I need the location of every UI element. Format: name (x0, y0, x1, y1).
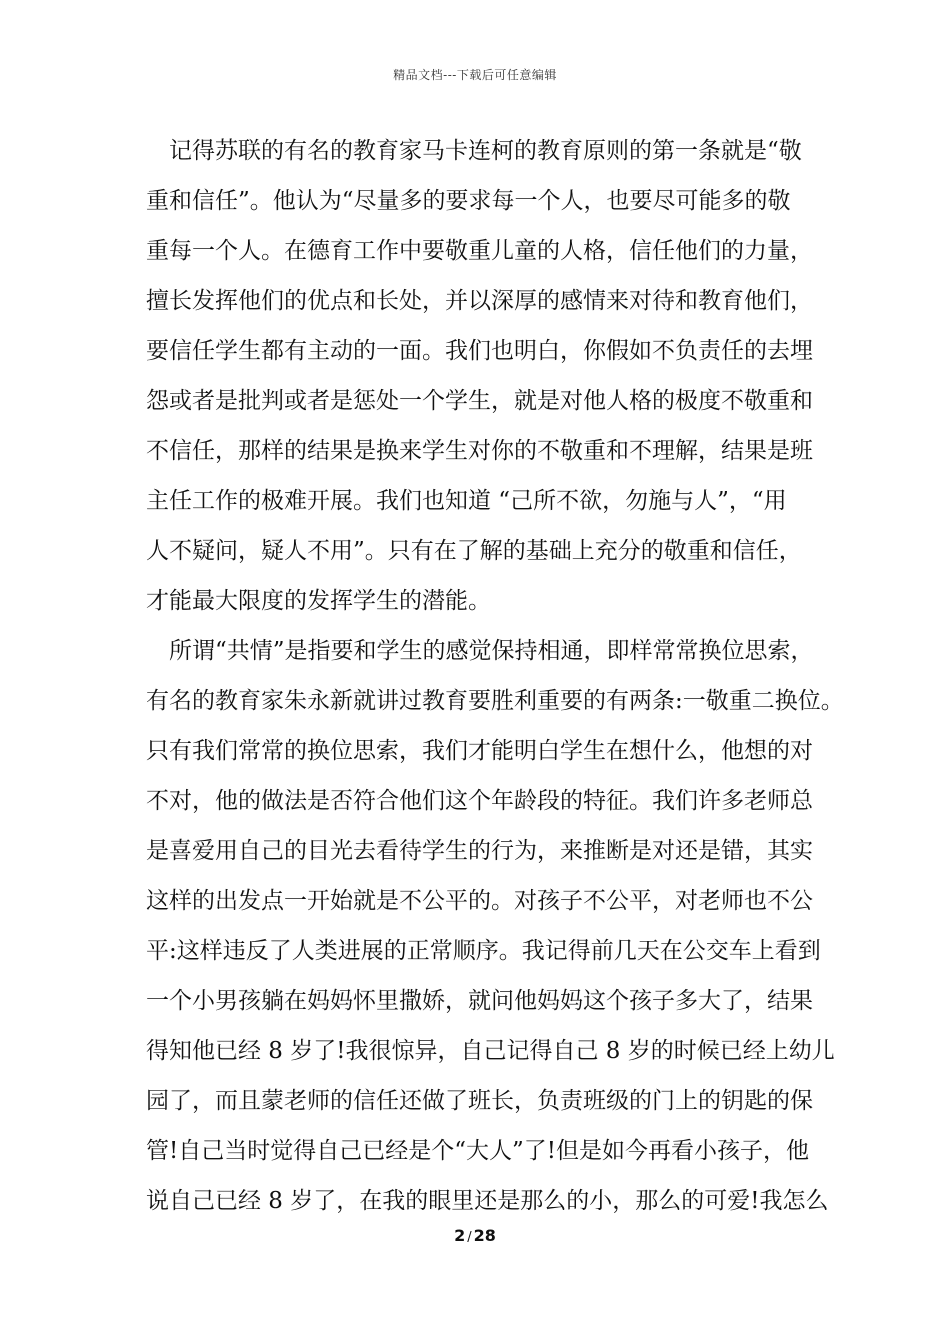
page-header: 精品文档---下载后可任意编辑 (393, 68, 557, 82)
total-pages-number: 28 (473, 1226, 496, 1245)
text-line: 有名的教育家朱永新就讲过教育要胜利重要的有两条:一敬重二换位。 (146, 688, 844, 714)
text-line: 人不疑问，疑人不用”。只有在了解的基础上充分的敬重和信任， (146, 538, 802, 564)
text-line: 重和信任”。他认为“尽量多的要求每一个人，也要尽可能多的敬 (146, 188, 791, 214)
text-line: 管!自己当时觉得自己已经是个“大人”了!但是如今再看小孩子，他 (146, 1138, 810, 1164)
paragraph-2 (146, 626, 844, 1226)
text-line: 得知他已经 8 岁了!我很惊异，自己记得自己 8 岁的时候已经上幼儿 (146, 1038, 835, 1064)
page-number (0, 1226, 950, 1245)
text-line: 一个小男孩躺在妈妈怀里撒娇，就问他妈妈这个孩子多大了，结果 (146, 988, 813, 1014)
text-line: 说自己已经 8 岁了，在我的眼里还是那么的小，那么的可爱!我怎么 (146, 1188, 829, 1214)
text-line: 才能最大限度的发挥学生的潜能。 (146, 588, 491, 614)
text-line: 记得苏联的有名的教育家马卡连柯的教育原则的第一条就是“敬 (169, 138, 802, 164)
page-separator: / (467, 1230, 472, 1245)
text-line: 所谓“共情”是指要和学生的感觉保持相通，即样常常换位思索， (169, 638, 814, 664)
text-line: 怨或者是批判或者是惩处一个学生，就是对他人格的极度不敬重和 (146, 388, 813, 414)
text-line: 擅长发挥他们的优点和长处，并以深厚的感情来对待和教育他们， (146, 288, 813, 314)
current-page-number: 2 (454, 1226, 466, 1245)
text-line: 是喜爱用自己的目光去看待学生的行为，来推断是对还是错，其实 (146, 838, 813, 864)
text-line: 园了，而且蒙老师的信任还做了班长，负责班级的门上的钥匙的保 (146, 1088, 813, 1114)
text-line: 重每一个人。在德育工作中要敬重儿童的人格，信任他们的力量， (146, 238, 813, 264)
paragraph-1 (146, 126, 814, 626)
text-line: 平:这样违反了人类进展的正常顺序。我记得前几天在公交车上看到 (146, 938, 821, 964)
text-line: 不信任，那样的结果是换来学生对你的不敬重和不理解，结果是班 (146, 438, 813, 464)
text-line: 主任工作的极难开展。我们也知道 “己所不欲，勿施与人”，“用 (146, 488, 787, 514)
text-line: 这样的出发点一开始就是不公平的。对孩子不公平，对老师也不公 (146, 888, 813, 914)
text-line: 要信任学生都有主动的一面。我们也明白，你假如不负责任的去埋 (146, 338, 813, 364)
document-body (146, 126, 844, 1226)
text-line: 只有我们常常的换位思索，我们才能明白学生在想什么，他想的对 (146, 738, 813, 764)
text-line: 不对，他的做法是否符合他们这个年龄段的特征。我们许多老师总 (146, 788, 813, 814)
